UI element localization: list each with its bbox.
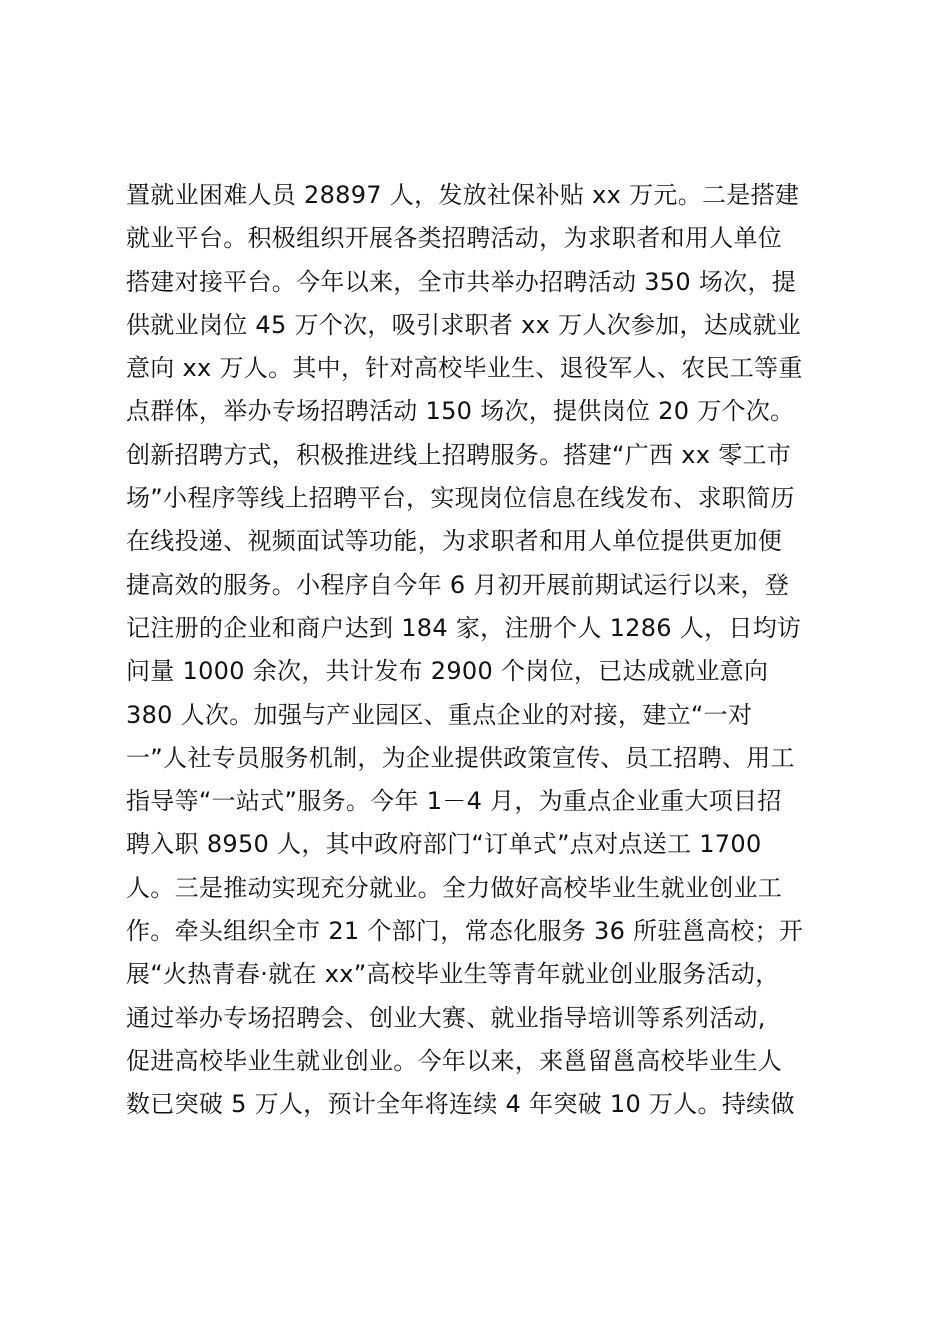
text-line: 作。牵头组织全市 21 个部门，常态化服务 36 所驻邕高校；开 bbox=[126, 917, 804, 946]
text-line: 聘入职 8950 人，其中政府部门“订单式”点对点送工 1700 bbox=[126, 830, 762, 859]
text-line: 指导等“一站式”服务。今年 1－4 月，为重点企业重大项目招 bbox=[126, 787, 782, 816]
text-line: 就业平台。积极组织开展各类招聘活动，为求职者和用人单位 bbox=[126, 224, 783, 253]
text-line: 点群体，举办专场招聘活动 150 场次，提供岗位 20 万个次。 bbox=[126, 397, 795, 426]
text-line: 意向 xx 万人。其中，针对高校毕业生、退役军人、农民工等重 bbox=[126, 354, 803, 383]
text-line: 问量 1000 余次，共计发布 2900 个岗位，已达成就业意向 bbox=[126, 657, 769, 686]
text-line: 通过举办专场招聘会、创业大赛、就业指导培训等系列活动, bbox=[126, 1003, 766, 1032]
text-line: 创新招聘方式，积极推进线上招聘服务。搭建“广西 xx 零工市 bbox=[126, 440, 792, 469]
text-line: 促进高校毕业生就业创业。今年以来，来邕留邕高校毕业生人 bbox=[126, 1046, 783, 1075]
body-text bbox=[126, 174, 836, 1127]
text-line: 在线投递、视频面试等功能，为求职者和用人单位提供更加便 bbox=[126, 527, 783, 556]
text-line: 一”人社专员服务机制，为企业提供政策宣传、员工招聘、用工 bbox=[126, 743, 795, 772]
text-line: 数已突破 5 万人，预计全年将连续 4 年突破 10 万人。持续做 bbox=[126, 1090, 795, 1119]
text-line: 搭建对接平台。今年以来，全市共举办招聘活动 350 场次，提 bbox=[126, 267, 797, 296]
text-line: 置就业困难人员 28897 人，发放社保补贴 xx 万元。二是搭建 bbox=[126, 181, 800, 209]
text-line: 人。三是推动实现充分就业。全力做好高校毕业生就业创业工 bbox=[126, 873, 783, 902]
text-line: 记注册的企业和商户达到 184 家，注册个人 1286 人，日均访 bbox=[126, 613, 802, 642]
text-line: 展“火热青春·就在 xx”高校毕业生等青年就业创业服务活动， bbox=[126, 960, 780, 989]
text-line: 380 人次。加强与产业园区、重点企业的对接，建立“一对 bbox=[126, 700, 753, 729]
text-line: 供就业岗位 45 万个次，吸引求职者 xx 万人次参加，达成就业 bbox=[126, 310, 802, 339]
text-line: 场”小程序等线上招聘平台，实现岗位信息在线发布、求职简历 bbox=[126, 484, 795, 513]
text-line: 捷高效的服务。小程序自今年 6 月初开展前期试运行以来，登 bbox=[126, 570, 790, 599]
